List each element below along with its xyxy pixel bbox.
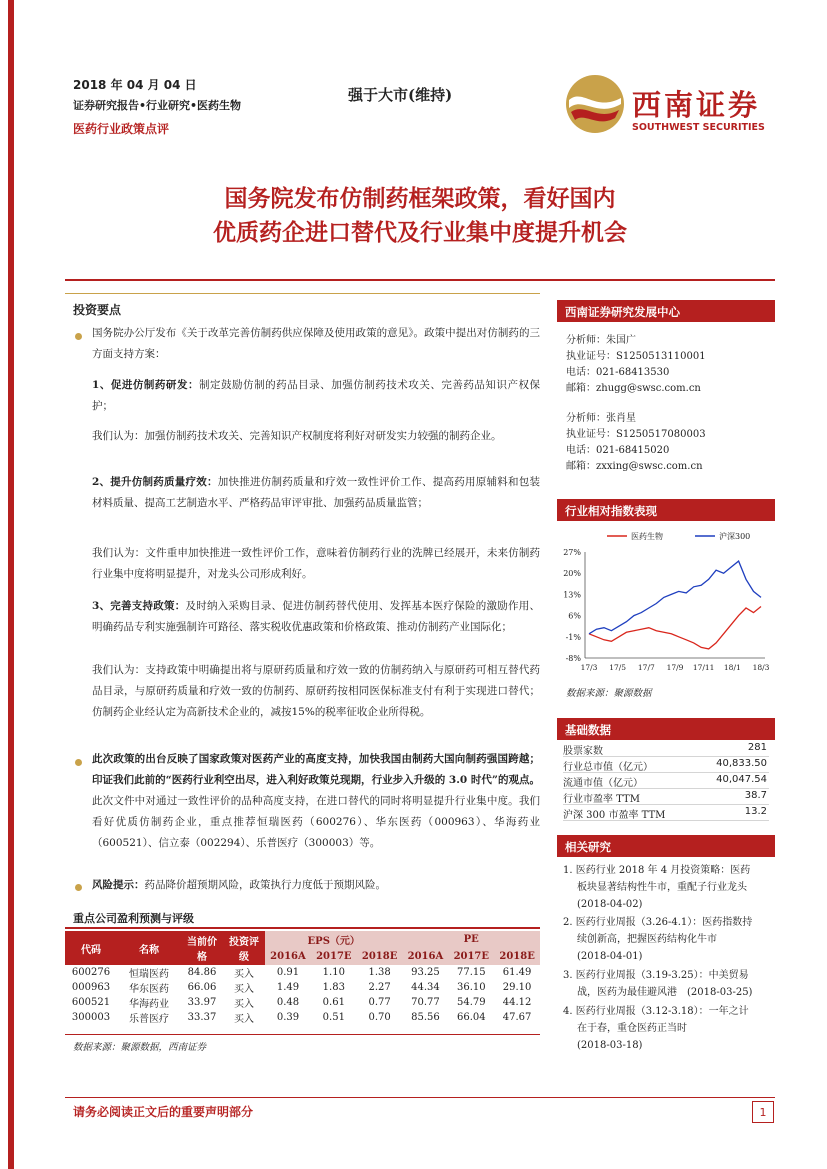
analyst-2 [566,411,706,475]
cell-value: 0.77 [368,997,391,1008]
table-row [65,980,540,995]
related-num: 3. [563,970,573,981]
th-year: 2017E [311,948,357,965]
cell-value: 54.79 [456,997,486,1008]
logo-text-en: SOUTHWEST SECURITIES [632,122,765,133]
footer-rule [65,1097,775,1098]
report-title-line2: 优质药企进口替代及行业集中度提升机会 [213,219,627,246]
y-tick-label: -8% [565,654,581,663]
related-line: 续创新高，把握医药结构化牛市 [577,934,717,945]
logo-text-cn: 西南证券 [632,88,761,122]
series-line-pharma [589,607,761,649]
th-rating: 投资评级 [223,931,265,965]
y-tick-label: -1% [565,632,581,642]
cell-value: 44.34 [411,982,440,993]
cell-value: 1.49 [276,982,300,993]
industry-rating: 强于大市(维持) [348,86,453,104]
cell-name: 华海药业 [129,999,169,1010]
analyst-cert: 执业证号：S1250517080003 [566,429,706,440]
risk-head: 风险提示： [92,879,145,891]
x-tick-label: 17/3 [580,663,598,672]
basic-row [563,758,769,773]
cell-code: 300003 [71,1012,111,1023]
legend-label: 医药生物 [631,532,663,541]
cell-code: 000963 [71,982,111,993]
basic-row [563,790,769,805]
related-line: 医药行业周报（3.19-3.25）：中美贸易 [575,970,749,981]
related-line: 医药行业周报（3.12-3.18）：一年之计 [575,1006,749,1017]
cell-rating: 买入 [234,999,254,1010]
cell-value: 2.27 [368,982,391,993]
relative-index-chart [557,524,775,672]
related-research-head: 相关研究 [557,835,775,857]
support-point-3-head: 3、完善支持政策： [92,600,186,612]
analyst-cert: 执业证号：S1250513110001 [566,351,706,362]
forecast-bottom-rule [65,1034,540,1035]
title-divider [65,279,775,281]
basic-value: 40,833.50 [716,758,767,769]
y-tick-label: 13% [563,590,581,600]
th-year: 2016A [265,948,311,965]
table-row [65,995,540,1010]
cell-name: 乐普医疗 [129,1014,169,1025]
cell-value: 70.77 [411,997,440,1008]
cell-value: 1.83 [322,982,345,993]
related-date: (2018-04-01) [577,951,643,962]
basic-key: 股票家数 [563,746,603,757]
cell-price: 84.86 [187,967,217,978]
related-num: 4. [563,1006,573,1017]
basic-value: 281 [747,742,767,753]
th-eps: EPS（元） [265,931,402,948]
related-item[interactable] [563,862,773,913]
basic-value: 13.2 [744,806,767,817]
related-line: 医药行业 2018 年 4 月投资策略：医药 [575,865,751,876]
support-point-1-text: 制定鼓励仿制的药品目录、加强仿制药技术攻关、完善药品知识产权保护； [92,379,540,412]
series-line-csi300 [589,561,761,634]
y-tick-label: 27% [563,548,581,557]
x-tick-label: 18/3 [752,663,770,672]
basic-row [563,806,769,821]
basic-data-head: 基础数据 [557,718,775,740]
cell-value: 0.48 [276,997,300,1008]
report-type: 医药行业政策点评 [73,122,170,136]
analyst-name: 分析师：张肖星 [566,413,636,424]
risk-paragraph [92,875,540,896]
bullet-icon [75,333,82,340]
related-num: 1. [563,865,573,876]
analyst-email[interactable]: 邮箱：zhugg@swsc.com.cn [566,383,701,394]
view-3: 我们认为：支持政策中明确提出将与原研药质量和疗效一致的仿制药纳入与原研药可相互替代药品目录，与原研药质量和疗效一致的仿制药、原研药按相同医保标准支付有利于实现进口替代；仿制药企业经认定为高新技术企业的，减按15%的税率征收企业所得税。 [92,664,540,718]
legend-label: 沪深300 [719,532,751,541]
cell-value: 0.51 [322,1012,345,1023]
view-1: 我们认为：加强仿制药技术攻关、完善知识产权制度将利好对研发实力较强的制药企业。 [92,430,502,442]
cell-price: 66.06 [187,982,217,993]
basic-row [563,774,769,789]
intro-paragraph: 国务院办公厅发布《关于改革完善仿制药供应保障及使用政策的意见》。政策中提出对仿制药的三方面支持方案： [92,327,540,360]
x-tick-label: 17/9 [666,663,684,672]
basic-value: 40,047.54 [716,774,767,785]
cell-name: 华东医药 [129,984,169,995]
left-accent-bar [8,0,14,1169]
cell-value: 0.61 [322,997,345,1008]
bullet-icon [75,884,82,891]
support-point-2-head: 2、提升仿制药质量疗效： [92,476,218,488]
basic-key: 行业总市值（亿元） [563,762,653,773]
th-year: 2016A [402,948,448,965]
support-point-3-text: 及时纳入采购目录、促进仿制药替代使用、发挥基本医疗保险的激励作用、明确药品专利实施强制许可路径、落实税收优惠政策和价格政策、推动仿制药产业国际化； [92,600,540,633]
basic-key: 流通市值（亿元） [563,778,643,789]
cell-price: 33.37 [187,1012,217,1023]
basic-value: 38.7 [744,790,767,801]
report-title-line1: 国务院发布仿制药框架政策，看好国内 [224,185,616,212]
th-name: 名称 [117,931,181,965]
cell-value: 61.49 [502,967,532,978]
cell-rating: 买入 [234,1014,254,1025]
page-number: 1 [752,1101,774,1123]
forecast-title: 重点公司盈利预测与评级 [73,912,194,925]
x-tick-label: 17/11 [692,663,715,672]
cell-value: 77.15 [456,967,486,978]
related-line: 医药行业周报（3.26-4.1）：医药指数持 [575,917,753,928]
x-tick-label: 17/7 [637,663,655,672]
cell-value: 0.91 [276,967,300,978]
related-date: (2018-04-02) [577,899,643,910]
y-tick-label: 6% [568,611,581,621]
cell-value: 1.38 [368,967,391,978]
section-title: 投资要点 [73,303,122,317]
related-num: 2. [563,917,573,928]
related-date: (2018-03-18) [577,1040,643,1051]
th-pe: PE [402,931,540,948]
table-row [65,1010,540,1025]
report-date: 2018 年 04 月 04 日 [73,78,197,92]
basic-key: 沪深 300 市盈率 TTM [563,810,666,821]
company-logo-icon [565,74,625,134]
related-line: 板块显著结构性牛市，重配子行业龙头 [577,882,747,893]
support-point-3 [92,596,540,638]
basic-key: 行业市盈率 TTM [563,794,640,805]
forecast-source: 数据来源：聚源数据，西南证券 [73,1042,207,1053]
analyst-phone: 电话：021-68415020 [566,445,670,456]
footer-notice: 请务必阅读正文后的重要声明部分 [73,1105,254,1119]
support-point-1-head: 1、促进仿制药研发： [92,379,199,391]
forecast-top-rule [65,927,540,929]
conclusion-paragraph [92,749,540,854]
chart-head: 行业相对指数表现 [557,499,775,521]
view-2: 我们认为：文件重申加快推进一致性评价工作，意味着仿制药行业的洗牌已经展开，未来仿制药行业集中度将明显提升，对龙头公司形成利好。 [92,547,540,580]
th-year: 2018E [494,948,540,965]
cell-price: 33.97 [187,997,217,1008]
report-category: 证券研究报告•行业研究•医药生物 [73,99,242,112]
conclusion-bold: 此次政策的出台反映了国家政策对医药产业的高度支持，加快我国由制药大国向制药强国跨越；印证我们此前的“医药行业利空出尽，进入利好政策兑现期，行业步入升级的 3.0 时代”的观点。 [92,753,540,786]
cell-value: 29.10 [502,982,532,993]
cell-value: 0.39 [276,1012,300,1023]
cell-value: 0.70 [368,1012,391,1023]
related-line: 在于春，重仓医药正当时 [577,1023,687,1034]
section-divider [65,293,540,294]
support-point-2 [92,472,540,514]
cell-code: 600521 [71,997,111,1008]
cell-rating: 买入 [234,969,254,980]
analyst-name: 分析师：朱国广 [566,335,636,346]
cell-value: 36.10 [456,982,486,993]
cell-value: 93.25 [411,967,440,978]
cell-value: 47.67 [502,1012,532,1023]
cell-rating: 买入 [234,984,254,995]
y-tick-label: 20% [563,569,581,579]
related-item[interactable] [563,1003,773,1054]
th-code: 代码 [65,931,117,965]
cell-value: 44.12 [502,997,532,1008]
th-price: 当前价格 [181,931,223,965]
related-item[interactable] [563,914,773,965]
related-line: 战，医药为最佳避风港 (2018-03-25) [577,987,753,998]
risk-text: 药品降价超预期风险，政策执行力度低于预期风险。 [144,879,386,891]
cell-value: 66.04 [456,1012,486,1023]
research-center-head: 西南证券研究发展中心 [557,300,775,322]
cell-name: 恒瑞医药 [129,969,169,980]
bullet-icon [75,759,82,766]
support-point-1 [92,375,540,417]
table-row [65,965,540,980]
th-year: 2018E [357,948,403,965]
support-point-2-text: 加快推进仿制药质量和疗效一致性评价工作、提高药用原辅料和包装材料质量、提高工艺制造水平、严格药品审评审批、加强药品质量监管； [92,476,541,509]
x-tick-label: 18/1 [723,663,741,672]
th-year: 2017E [448,948,494,965]
analyst-email[interactable]: 邮箱：zxxing@swsc.com.cn [566,461,703,472]
basic-row [563,742,769,757]
conclusion-rest: 此次文件中对通过一致性评价的品种高度支持，在进口替代的同时将明显提升行业集中度。我们看好优质仿制药企业，重点推荐恒瑞医药（600276）、华东医药（000963）、华海药业（600521）、信立泰（002294）、乐普医疗（300003）等。 [92,795,540,849]
cell-code: 600276 [71,967,111,978]
analyst-1 [566,333,706,397]
cell-value: 1.10 [322,967,345,978]
forecast-table [65,931,540,1025]
related-item[interactable] [563,967,773,1001]
x-tick-label: 17/5 [609,663,627,672]
chart-source: 数据来源：聚源数据 [566,688,652,699]
cell-value: 85.56 [411,1012,440,1023]
analyst-phone: 电话：021-68413530 [566,367,670,378]
